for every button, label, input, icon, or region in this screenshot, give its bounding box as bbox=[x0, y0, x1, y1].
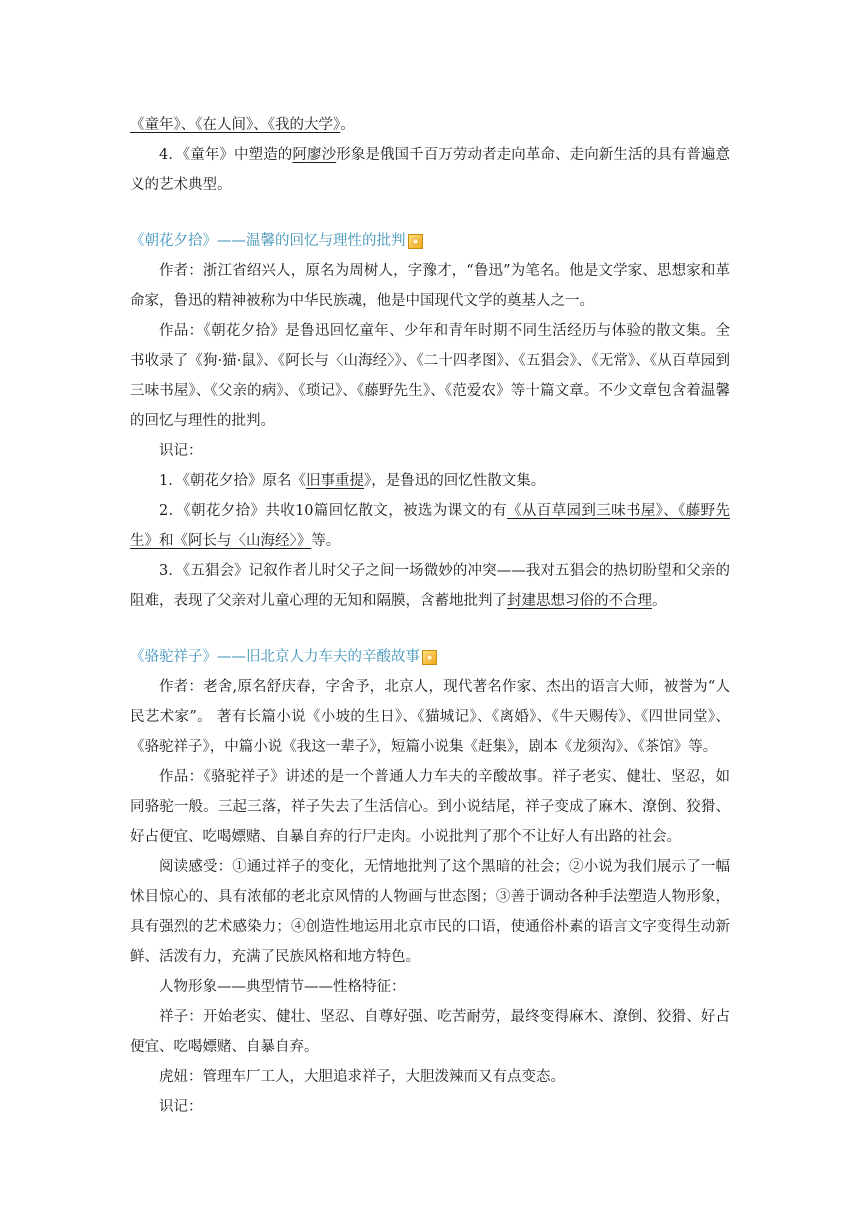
note-item-2: 2．《朝花夕拾》共收10篇回忆散文，被选为课文的有《从百草园到三味书屋》、《藤野先生》和《阿长与〈山海经〉》等。 bbox=[130, 503, 730, 549]
work-paragraph: 作品：《骆驼祥子》讲述的是一个普通人力车夫的辛酸故事。祥子老实、健壮、坚忍，如同骆驼一般。三起三落，祥子失去了生活信心。到小说结尾，祥子变成了麻木、潦倒、狡猾、好占便宜、吃喝嫖赌、自暴自弃的行尸走肉。小说批判了那个不让好人有出路的社会。 bbox=[130, 769, 730, 845]
author-paragraph: 作者：浙江省绍兴人，原名为周树人，字豫才，“鲁迅”为笔名。他是文学家、思想家和革命家，鲁迅的精神被称为中华民族魂，他是中国现代文学的奠基人之一。 bbox=[130, 263, 730, 309]
works-line: 《童年》、《在人间》、《我的大学》。 bbox=[130, 117, 355, 133]
note-item-1: 1．《朝花夕拾》原名《旧事重提》，是鲁迅的回忆性散文集。 bbox=[159, 473, 546, 489]
character-huniu: 虎妞：管理车厂工人，大胆追求祥子，大胆泼辣而又有点变态。 bbox=[159, 1069, 565, 1085]
alyosha-underline: 阿廖沙 bbox=[292, 147, 337, 163]
gorky-trilogy: 《童年》、《在人间》、《我的大学》 bbox=[130, 117, 341, 133]
character-xiangzi: 祥子：开始老实、健壮、坚忍、自尊好强、吃苦耐劳，最终变得麻木、潦倒、狡猾、好占便宜、吃喝嫖赌、自暴自弃。 bbox=[130, 1009, 730, 1055]
section-heading-luotuo: 《骆驼祥子》——旧北京人力车夫的辛酸故事 bbox=[130, 642, 730, 672]
reading-paragraph: 阅读感受：①通过祥子的变化，无情地批判了这个黑暗的社会；②小说为我们展示了一幅怵目惊心的、具有浓郁的老北京风情的人物画与世态图；③善于调动各种手法塑造人物形象，具有强烈的艺术感染力；④创造性地运用北京市民的口语，使通俗朴素的语言文字变得生动新鲜、活泼有力，充满了民族风格和地方特色。 bbox=[130, 859, 730, 965]
image-icon[interactable] bbox=[408, 234, 423, 249]
note-item-3: 3．《五猖会》记叙作者儿时父子之间一场微妙的冲突——我对五猖会的热切盼望和父亲的阻难，表现了父亲对儿童心理的无知和隔膜，含蓄地批判了封建思想习俗的不合理。 bbox=[130, 563, 730, 609]
author-paragraph: 作者：老舍,原名舒庆春，字舍予，北京人，现代著名作家、杰出的语言大师，被誉为“人民艺术家”。 著有长篇小说《小坡的生日》、《猫城记》、《离婚》、《牛天赐传》、《四世同堂》、《骆驼祥子》，中篇小说《我这一辈子》，短篇小说集《赶集》，剧本《龙须沟》、《茶馆》等。 bbox=[130, 679, 730, 755]
note-item-4: 4．《童年》中塑造的阿廖沙形象是俄国千百万劳动者走向革命、走向新生活的具有普遍意义的艺术典型。 bbox=[130, 147, 731, 193]
work-paragraph: 作品：《朝花夕拾》是鲁迅回忆童年、少年和青年时期不同生活经历与体验的散文集。全书收录了《狗·猫·鼠》、《阿长与〈山海经〉》、《二十四孝图》、《五猖会》、《无常》、《从百草园到三味书屋》、《父亲的病》、《琐记》、《藤野先生》、《范爱农》等十篇文章。不少文章包含着温馨的回忆与理性的批判。 bbox=[130, 323, 730, 429]
notes-label: 识记： bbox=[159, 443, 203, 459]
document-body bbox=[130, 110, 730, 1122]
characters-label: 人物形象——典型情节——性格特征： bbox=[159, 979, 406, 995]
section-heading-zhaohua: 《朝花夕拾》——温馨的回忆与理性的批判 bbox=[130, 226, 730, 256]
notes-label: 识记： bbox=[159, 1099, 203, 1115]
image-icon[interactable] bbox=[422, 650, 437, 665]
